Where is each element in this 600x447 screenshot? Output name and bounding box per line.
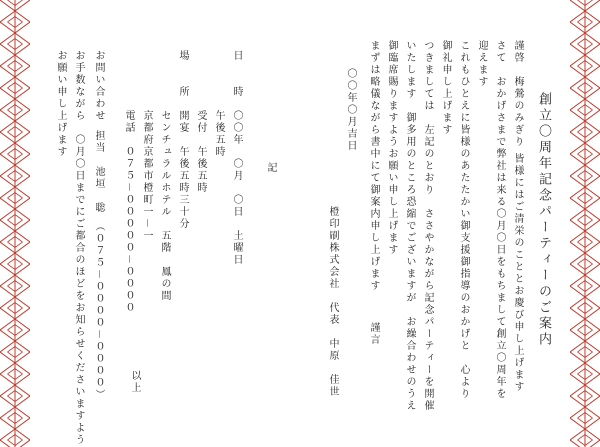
body-line: さて おかげさまで弊社は来る〇月〇日をもちまして創立〇周年を [494,40,505,400]
body-line: 迎えます [476,40,487,88]
datetime-line: 〇〇年 〇月 〇日 土曜日 [231,110,242,266]
place-line: センチュラルホテル 五階 鳳の間 [159,110,170,302]
letter-date: 〇〇年〇月吉日 [345,68,356,152]
body-line: 謹啓 梅鶯のみぎり 皆様にはご清栄のこととお慶び申し上げます [512,40,523,394]
body-line: 御臨席賜りますようお願い申し上げます [386,40,397,256]
body-line: いたします 御多用のところ恐縮でございますが お繰合わせのうえ [404,40,415,412]
place-line: 電話 ０７５－０００００－００００ [123,110,134,314]
letter-title: 創立〇周年記念パーティーのご案内 [536,92,551,348]
reply-request-line: お願い申し上げます [55,50,66,158]
right-decorative-border [570,0,600,447]
reply-request-line: お手数ながら 〇月〇日までにご都合のほどをお知らせくださいますよう [73,50,84,446]
place-line: 京都府京都市橙町一－一 [141,110,152,242]
datetime-label: 日 時 [231,50,242,98]
notice-heading: 記 [265,162,276,174]
datetime-line: 開宴 午後五時三十分 [177,110,188,230]
body-line: 御礼申し上げます [440,40,451,136]
contact-line: 担当 池垣 聡 （０７５－００００－００００） [93,130,104,401]
body-line: つきましては 左記のとおり ささやかながら記念パーティーを開催 [422,40,433,412]
place-label: 場 所 [177,50,188,98]
contact-label: お問い合わせ [93,50,104,122]
end-mark: 以上 [129,370,140,394]
body-line: まずは略儀ながら書中にて御案内申し上げます [368,40,379,292]
datetime-line: 午後五時 [213,110,224,158]
datetime-line: 受付 午後五時 [195,110,206,194]
closing-word: 謹言 [368,322,379,346]
sender-name: 橙印刷株式会社 代表 中原 佳世 [327,206,338,398]
left-decorative-border [0,0,30,447]
body-line: これもひとえに皆様のあたたかい御支援御指導のおかげと 心より [458,40,469,400]
